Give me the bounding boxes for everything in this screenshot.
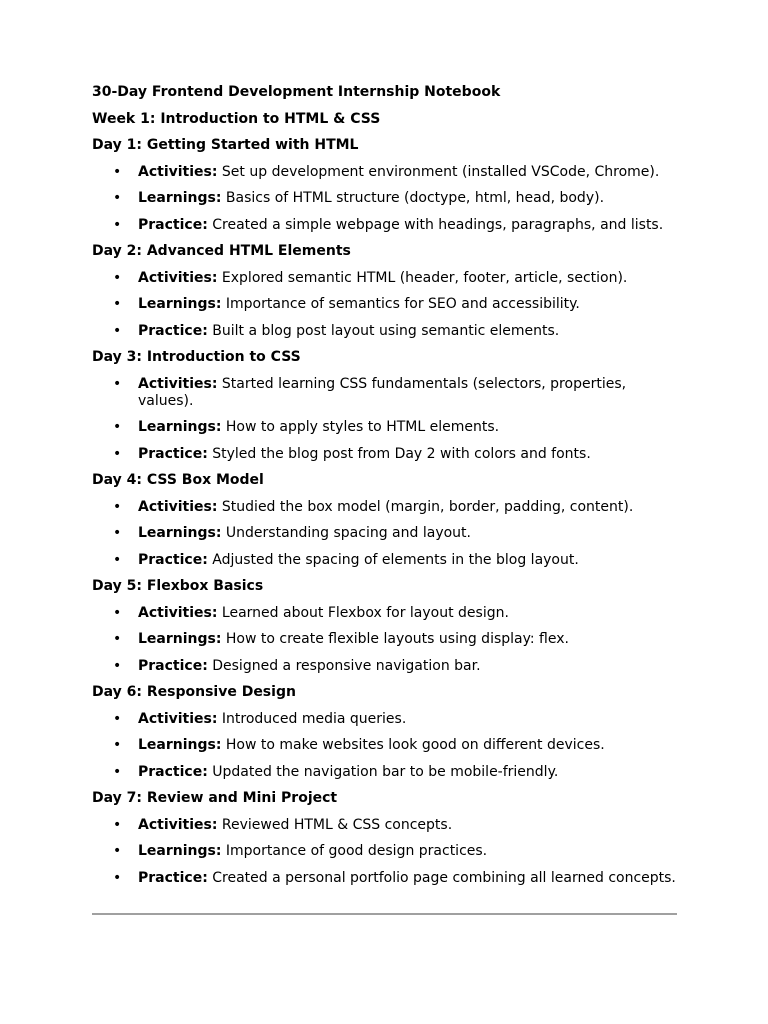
item-label: Activities: (138, 163, 218, 180)
item-label: Learnings: (138, 190, 222, 206)
list-item (92, 270, 677, 287)
bullet-icon: • (113, 269, 122, 286)
list-item (92, 711, 677, 728)
item-label: Practice: (138, 763, 208, 780)
day-section (92, 137, 677, 234)
day-item-list (92, 817, 677, 887)
bullet-icon: • (113, 763, 122, 780)
bullet-icon: • (113, 322, 122, 339)
list-item (92, 817, 677, 834)
item-label: Activities: (138, 710, 218, 727)
item-label: Activities: (138, 498, 218, 515)
item-label: Practice: (138, 216, 208, 233)
document-title: 30-Day Frontend Development Internship Notebook (92, 84, 501, 100)
item-text: Built a blog post layout using semantic elements. (207, 322, 560, 339)
item-label: Learnings: (138, 296, 222, 312)
day-heading: Day 5: Flexbox Basics (92, 578, 264, 594)
item-label: Practice: (138, 322, 208, 339)
item-label: Learnings: (138, 525, 222, 541)
item-label: Practice: (138, 657, 208, 674)
item-label: Activities: (138, 269, 218, 286)
item-text: Learned about Flexbox for layout design. (217, 604, 509, 621)
day-heading: Day 1: Getting Started with HTML (92, 137, 359, 153)
day-heading: Day 4: CSS Box Model (92, 472, 264, 488)
item-text: Understanding spacing and layout. (221, 525, 471, 541)
horizontal-rule (92, 913, 677, 915)
bullet-icon: • (113, 631, 122, 647)
item-text: Importance of good design practices. (221, 843, 488, 859)
bullet-icon: • (113, 551, 122, 568)
list-item (92, 525, 677, 542)
week-heading: Week 1: Introduction to HTML & CSS (92, 110, 381, 127)
bullet-icon: • (113, 710, 122, 727)
item-text: Basics of HTML structure (doctype, html, head, body). (221, 190, 605, 206)
list-item (92, 737, 677, 754)
list-item (92, 446, 677, 463)
item-text: Started learning CSS fundamentals (selectors, properties, values). (138, 375, 627, 409)
list-item (92, 419, 677, 436)
bullet-icon: • (113, 816, 122, 833)
item-text: Created a simple webpage with headings, paragraphs, and lists. (207, 216, 664, 233)
list-item (92, 658, 677, 675)
list-item (92, 605, 677, 622)
item-label: Learnings: (138, 843, 222, 859)
item-label: Practice: (138, 445, 208, 462)
list-item (92, 843, 677, 860)
item-text: Reviewed HTML & CSS concepts. (217, 816, 453, 833)
bullet-icon: • (113, 216, 122, 233)
day-item-list (92, 711, 677, 781)
day-section (92, 684, 677, 781)
day-heading: Day 7: Review and Mini Project (92, 790, 338, 806)
day-heading: Day 3: Introduction to CSS (92, 349, 301, 365)
list-item (92, 323, 677, 340)
bullet-icon: • (113, 869, 122, 886)
bullet-icon: • (113, 419, 122, 435)
item-label: Practice: (138, 551, 208, 568)
item-text: How to apply styles to HTML elements. (221, 419, 500, 435)
day-section (92, 472, 677, 569)
bullet-icon: • (113, 296, 122, 312)
bullet-icon: • (113, 375, 122, 392)
item-label: Activities: (138, 375, 218, 392)
item-label: Practice: (138, 869, 208, 886)
item-label: Learnings: (138, 419, 222, 435)
day-item-list (92, 499, 677, 569)
item-text: Updated the navigation bar to be mobile-friendly. (207, 763, 559, 780)
list-item (92, 376, 677, 410)
item-text: How to make websites look good on different devices. (221, 737, 605, 753)
day-section (92, 243, 677, 340)
bullet-icon: • (113, 190, 122, 206)
day-heading: Day 2: Advanced HTML Elements (92, 243, 351, 259)
bullet-icon: • (113, 843, 122, 859)
day-section (92, 578, 677, 675)
list-item (92, 552, 677, 569)
day-item-list (92, 164, 677, 234)
item-text: Designed a responsive navigation bar. (207, 657, 481, 674)
item-text: Styled the blog post from Day 2 with colors and fonts. (207, 445, 591, 462)
day-section (92, 790, 677, 887)
list-item (92, 631, 677, 648)
item-label: Learnings: (138, 631, 222, 647)
item-label: Learnings: (138, 737, 222, 753)
day-heading: Day 6: Responsive Design (92, 684, 296, 700)
bullet-icon: • (113, 737, 122, 753)
list-item (92, 499, 677, 516)
bullet-icon: • (113, 163, 122, 180)
item-text: Importance of semantics for SEO and accessibility. (221, 296, 580, 312)
day-item-list (92, 605, 677, 675)
list-item (92, 164, 677, 181)
bullet-icon: • (113, 604, 122, 621)
item-text: Created a personal portfolio page combining all learned concepts. (207, 869, 676, 886)
day-item-list (92, 270, 677, 340)
day-item-list (92, 376, 677, 463)
list-item (92, 217, 677, 234)
item-text: Adjusted the spacing of elements in the blog layout. (207, 551, 579, 568)
bullet-icon: • (113, 498, 122, 515)
day-section (92, 349, 677, 463)
item-label: Activities: (138, 816, 218, 833)
bullet-icon: • (113, 445, 122, 462)
item-text: Introduced media queries. (217, 710, 407, 727)
list-item (92, 296, 677, 313)
item-text: Set up development environment (installed VSCode, Chrome). (217, 163, 660, 180)
list-item (92, 764, 677, 781)
item-text: Studied the box model (margin, border, padding, content). (217, 498, 634, 515)
document-body (92, 84, 677, 896)
bullet-icon: • (113, 657, 122, 674)
item-text: Explored semantic HTML (header, footer, article, section). (217, 269, 628, 286)
item-label: Activities: (138, 604, 218, 621)
bullet-icon: • (113, 525, 122, 541)
list-item (92, 190, 677, 207)
list-item (92, 870, 677, 887)
item-text: How to create flexible layouts using display: flex. (221, 631, 569, 647)
